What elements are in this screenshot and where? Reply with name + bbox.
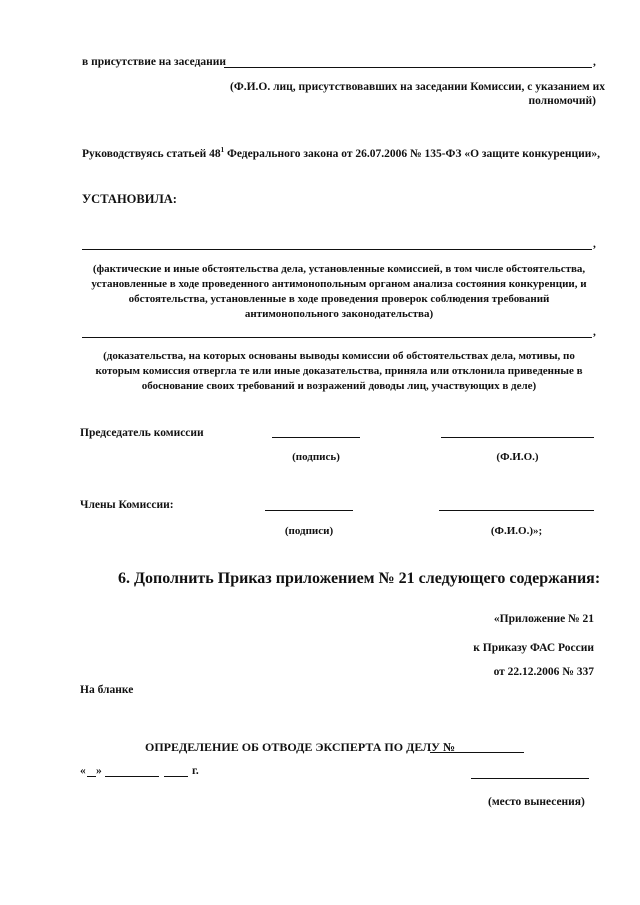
members-signature-caption: (подписи) [284, 525, 334, 537]
evidence-note: (доказательства, на которых основаны выводы комиссии об обстоятельствах дела, мотивы, по которым комиссия отвергла те или иные доказательства, приняла или отклонила приведенные в обоснование своих требований и возражений доводы лиц, участвующих в деле) [95, 350, 583, 392]
place-caption: (место вынесения) [488, 796, 585, 808]
members-label: Члены Комиссии: [80, 499, 174, 511]
date-year-suffix: г. [192, 765, 199, 777]
item-6-heading: 6. Дополнить Приказ приложением № 21 следующего содержания: [118, 570, 601, 587]
date-year-line[interactable] [164, 776, 188, 777]
members-name-line[interactable] [439, 510, 594, 511]
facts-note: (фактические и иные обстоятельства дела, установленные комиссией, в том числе обстоятельства, установленные в ходе проведенного антимонопольным органом анализа состояния конкуренции, и обстоятельства, установленные в ходе проведения проверок соблюдения требований антимонопольного законодательства) [91, 263, 587, 320]
date-open-quote: « [80, 765, 86, 777]
legal-basis: Руководствуясь статьей $48^1$ Федерального закона от 26.07.2006 № 135-ФЗ «О защите конкуренции», [82, 146, 600, 160]
facts-comma: , [593, 238, 596, 250]
members-name-caption: (Ф.И.О.)»; [490, 525, 543, 537]
presence-note-line2: полномочий) [528, 95, 596, 107]
chair-signature-caption: (подпись) [292, 451, 340, 463]
appendix-line1: «Приложение № 21 [493, 613, 594, 625]
evidence-comma: , [593, 326, 596, 338]
presence-label: в присутствие на заседании [82, 56, 227, 68]
appendix-line2: к Приказу ФАС России [473, 642, 594, 654]
established-heading: УСТАНОВИЛА: [82, 192, 177, 206]
chair-name-line[interactable] [441, 437, 594, 438]
chair-name-caption: (Ф.И.О.) [496, 451, 539, 463]
place-input-line[interactable] [471, 778, 589, 779]
date-day-line[interactable] [87, 776, 96, 777]
letterhead-note: На бланке [80, 684, 134, 696]
date-close-quote: » [96, 765, 102, 777]
date-month-line[interactable] [105, 776, 159, 777]
presence-note-line1: (Ф.И.О. лиц, присутствовавших на заседании Комиссии, с указанием их [230, 81, 606, 93]
case-number-line[interactable] [430, 752, 524, 753]
members-signature-line[interactable] [265, 510, 353, 511]
chair-signature-line[interactable] [272, 437, 360, 438]
appendix-line3: от 22.12.2006 № 337 [493, 666, 594, 678]
presence-input-line[interactable] [224, 67, 592, 68]
evidence-input-line[interactable] [82, 337, 592, 338]
presence-comma: , [593, 56, 596, 68]
determination-title: ОПРЕДЕЛЕНИЕ ОБ ОТВОДЕ ЭКСПЕРТА ПО ДЕЛУ № [145, 740, 455, 754]
facts-input-line[interactable] [82, 249, 592, 250]
chair-label: Председатель комиссии [80, 427, 204, 439]
